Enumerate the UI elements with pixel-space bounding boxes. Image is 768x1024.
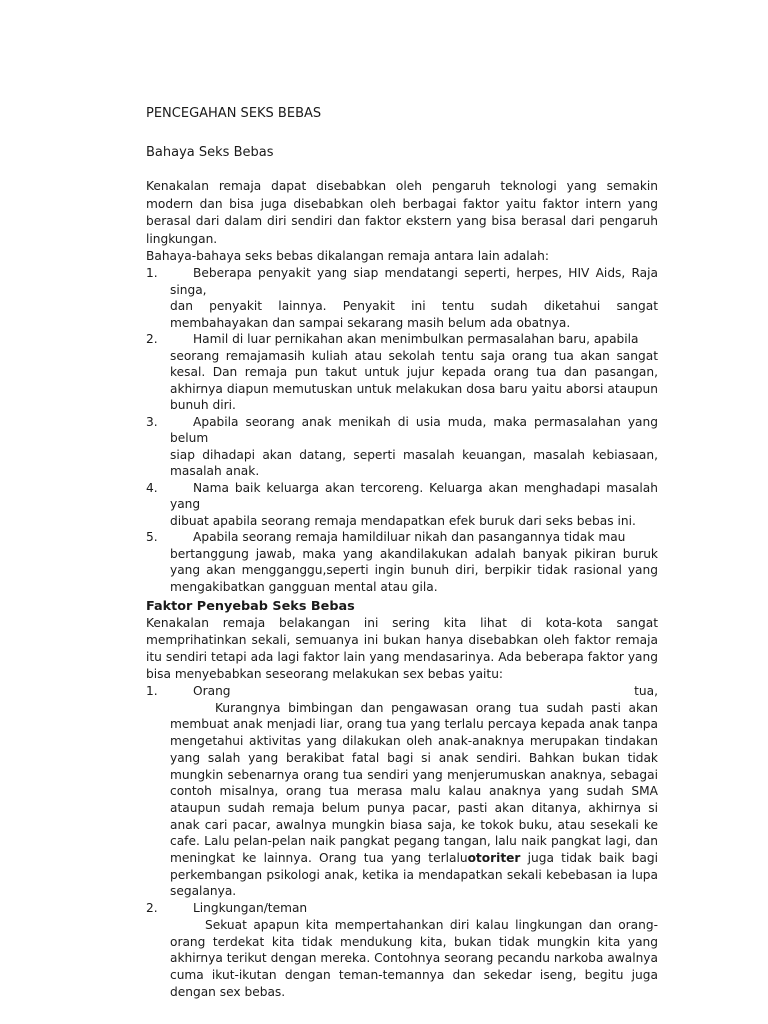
bold-term: otoriter <box>467 851 521 866</box>
list-item <box>146 900 658 1000</box>
list-item-text: Sekuat apapun kita mempertahankan diri kalau lingkungan dan orang-orang terdekat kita tidak mendukung kita, bukan tidak mungkin kita yang akhirnya terikut dengan mereka. Contohnya seorang pecandu narkoba awalnya cuma ikut-ikutan dengan teman-temannya dan sekedar iseng, begitu juga dengan sex bebas. <box>170 917 658 999</box>
list-item <box>146 414 658 480</box>
section1-intro-2: Bahaya-bahaya seks bebas dikalangan remaja antara lain adalah: <box>146 249 549 263</box>
list-item-first-line: Apabila seorang anak menikah di usia muda, maka permasalahan yang belum <box>170 414 658 445</box>
list-item-text <box>170 700 658 900</box>
list-item-text: bertanggung jawab, maka yang akandilakukan adalah banyak pikiran buruk yang akan mengganggu,seperti ingin bunuh diri, berpikir tidak rasional yang mengakibatkan gangguan mental atau gila. <box>170 546 658 594</box>
body-text: Kurangnya bimbingan dan pengawasan orang tua sudah pasti akan membuat anak menjadi liar, orang tua yang terlalu percaya kepada anak tanpa mengetahui aktivitas yang dilakukan oleh anak-anaknya merupakan tindakan yang salah yang berakibat fatal bagi si anak sendiri. Bahkan bukan tidak mungkin sebenarnya orang tua sendiri yang menjerumuskan anaknya, sebagai contoh misalnya, orang tua merasa malu kalau anaknya yang sudah SMA ataupun sudah remaja belum punya pacar, pasti akan ditanya, akhirnya si anak cari pacar, awalnya mungkin biasa saja, ke tokok buku, atau sesekali ke cafe. Lalu pelan-pelan naik pangkat pegang tangan, lalu naik pangkat lagi, dan meningkat ke lainnya. Orang tua yang terlalu <box>170 700 658 866</box>
list-number: 2. <box>146 901 158 916</box>
list-item <box>146 265 658 331</box>
list-item-text: dan penyakit lainnya. Penyakit ini tentu sudah diketahui sangat membahayakan dan sampai sekarang masih belum ada obatnya. <box>170 299 658 330</box>
list-item-first-line: Hamil di luar pernikahan akan menimbulkan permasalahan baru, apabila <box>193 332 639 346</box>
list-item-title: Lingkungan/teman <box>193 901 308 916</box>
body-text: juga tidak baik bagi perkembangan psikologi anak, ketika ia mendapatkan sekali kebebasan ia lupa segalanya. <box>170 851 658 899</box>
list-number: 2. <box>146 332 158 346</box>
list-number: 1. <box>146 684 158 698</box>
list-item-title-word: tua, <box>634 684 658 698</box>
list-item-text: siap dihadapi akan datang, seperti masalah keuangan, masalah kebiasaan, masalah anak. <box>170 447 658 478</box>
section1-intro: Kenakalan remaja dapat disebabkan oleh pengaruh teknologi yang semakin modern dan bisa juga disebabkan oleh berbagai faktor yaitu faktor intern yang berasal dari dalam diri sendiri dan faktor ekstern yang bisa berasal dari pengaruh lingkungan. <box>146 179 658 246</box>
list-item <box>146 331 658 414</box>
list-item-first-line: Nama baik keluarga akan tercoreng. Keluarga akan menghadapi masalah yang <box>170 480 658 511</box>
section2-intro: Kenakalan remaja belakangan ini sering kita lihat di kota-kota sangat memprihatinkan sekali, semuanya ini bukan hanya disebabkan oleh faktor remaja itu sendiri tetapi ada lagi faktor lain yang mendasarinya. Ada beberapa faktor yang bisa menyebabkan seseorang melakukan sex bebas yaitu: <box>146 616 658 681</box>
section-heading-faktor: Faktor Penyebab Seks Bebas <box>146 599 355 614</box>
list-number: 1. <box>146 266 158 280</box>
list-item-title-word: Orang <box>193 684 231 698</box>
list-item <box>146 683 658 900</box>
list-item <box>146 529 658 595</box>
list-item <box>146 480 658 530</box>
list-item-title <box>170 683 658 700</box>
list-item-first-line: Beberapa penyakit yang siap mendatangi seperti, herpes, HIV Aids, Raja singa, <box>170 266 658 297</box>
list-number: 4. <box>146 480 158 495</box>
list-item-text: dibuat apabila seorang remaja mendapatkan efek buruk dari seks bebas ini. <box>170 513 636 528</box>
bahaya-list <box>146 265 658 595</box>
list-number: 3. <box>146 414 158 429</box>
list-number: 5. <box>146 530 158 544</box>
document-body <box>146 104 658 1000</box>
document-title: PENCEGAHAN SEKS BEBAS <box>146 106 322 121</box>
list-item-text: seorang remajamasih kuliah atau sekolah tentu saja orang tua akan sangat kesal. Dan remaja pun takut untuk jujur kepada orang tua dan pasangan, akhirnya diapun memutuskan untuk melakukan dosa baru yaitu aborsi ataupun bunuh diri. <box>170 348 658 412</box>
section-faktor <box>146 598 658 1000</box>
section-heading-bahaya: Bahaya Seks Bebas <box>146 145 274 160</box>
faktor-list <box>146 683 658 1000</box>
list-item-first-line: Apabila seorang remaja hamildiluar nikah dan pasangannya tidak mau <box>193 530 626 544</box>
